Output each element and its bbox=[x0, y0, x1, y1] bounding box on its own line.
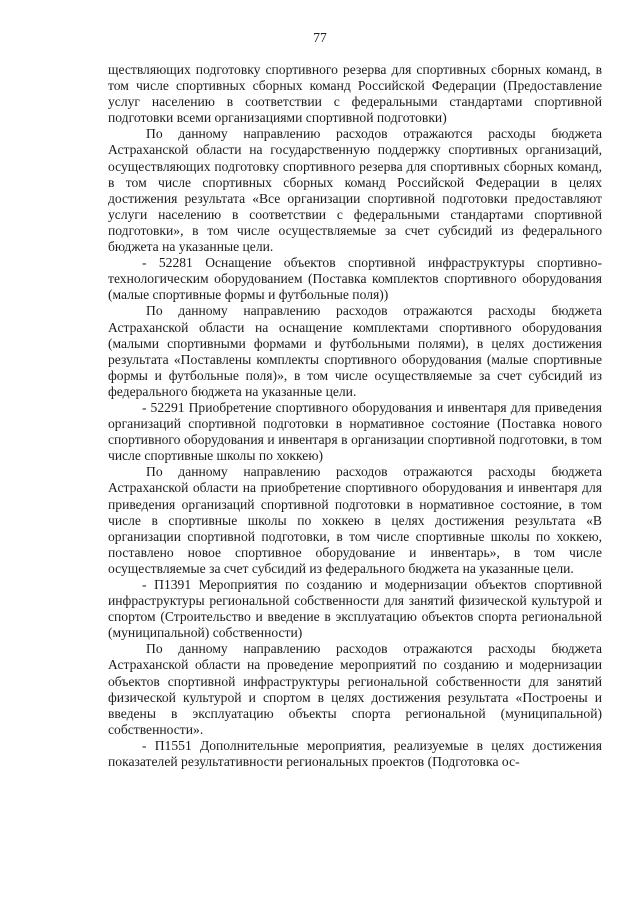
page-number: 77 bbox=[313, 30, 327, 45]
page-body bbox=[108, 62, 602, 770]
expense-code-item: - 52291 Приобретение спортивного оборудования и инвентаря для приведения организаций спортивной подготовки в нормативное состояние (Поставка нового спортивного оборудования и инвентаря в организации спортивной подготовки, в том числе спортивные школы по хоккею) bbox=[108, 399, 602, 464]
expense-code-item: - П1391 Мероприятия по созданию и модернизации объектов спортивной инфраструктуры региональной собственности для занятий физической культурой и спортом (Строительство и введение в эксплуатацию объектов спорта региональной (муниципальной) собственности) bbox=[108, 577, 602, 641]
paragraph: По данному направлению расходов отражаются расходы бюджета Астраханской области на государственную поддержку спортивных организаций, осуществляющих подготовку спортивного резерва для спортивных сборных команд, в том числе спортивных сборных команд Российской Федерации в целях достижения результата «Все организации спортивной подготовки предоставляют услуги населению в соответствии с федеральными стандартами спортивной подготовки», в том числе осуществляемые за счет субсидий из федерального бюджета на указанные цели. bbox=[108, 126, 602, 255]
expense-code-item: - П1551 Дополнительные мероприятия, реализуемые в целях достижения показателей результативности региональных проектов (Подготовка ос- bbox=[108, 737, 602, 770]
paragraph: ществляющих подготовку спортивного резерва для спортивных сборных команд, в том числе спортивных сборных команд Российской Федерации (Предоставление услуг населению в соответствии с федеральными стандартами спортивной подготовки всеми организациями спортивной подготовки) bbox=[108, 62, 602, 126]
expense-code-item: - 52281 Оснащение объектов спортивной инфраструктуры спортивно-технологическим оборудованием (Поставка комплектов спортивного оборудования (малые спортивные формы и футбольные поля)) bbox=[108, 255, 602, 303]
paragraph: По данному направлению расходов отражаются расходы бюджета Астраханской области на приобретение спортивного оборудования и инвентаря для приведения организаций спортивной подготовки в нормативное состояние, в том числе в спортивные школы по хоккею в целях достижения результата «В организации спортивной подготовки, в том числе спортивные школы по хоккею, поставлено новое спортивное оборудование и инвентарь», в том числе осуществляемые за счет субсидий из федерального бюджета на указанные цели. bbox=[108, 464, 602, 576]
paragraph: По данному направлению расходов отражаются расходы бюджета Астраханской области на оснащение комплектами спортивного оборудования (малыми спортивными формами и футбольными полями), в целях достижения результата «Поставлены комплекты спортивного оборудования (малые спортивные формы и футбольные поля)», в том числе осуществляемые за счет субсидий из федерального бюджета на указанные цели. bbox=[108, 303, 602, 399]
paragraph: По данному направлению расходов отражаются расходы бюджета Астраханской области на проведение мероприятий по созданию и модернизации объектов спортивной инфраструктуры региональной собственности для занятий физической культурой и спортом в целях достижения результата «Построены и введены в эксплуатацию объекты спорта региональной (муниципальной) собственности». bbox=[108, 641, 602, 737]
